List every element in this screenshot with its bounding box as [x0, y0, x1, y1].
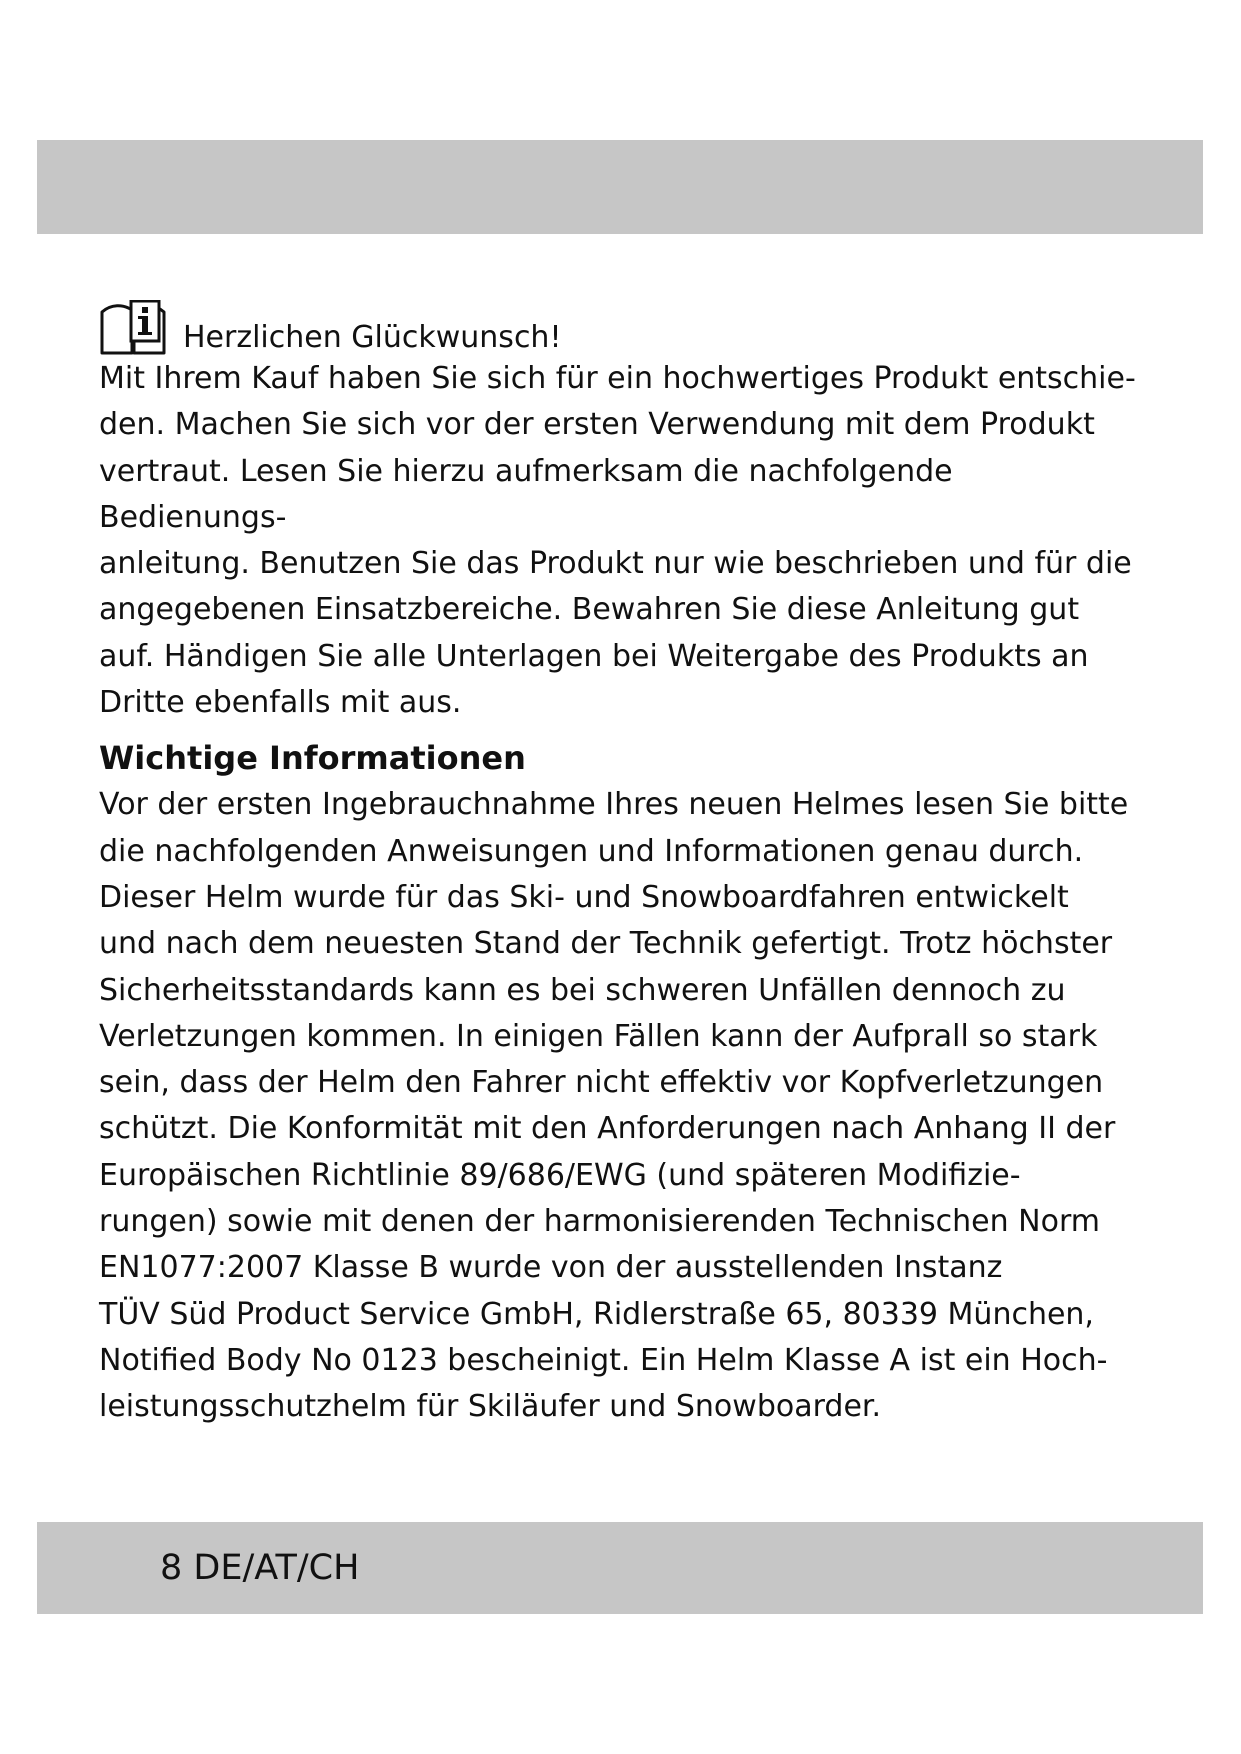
greeting-heading: Herzlichen Glückwunsch!	[183, 320, 562, 355]
manual-info-icon	[99, 300, 167, 356]
header-bar	[37, 140, 1203, 234]
footer-bar	[37, 1522, 1203, 1614]
page-content	[99, 300, 1139, 1431]
section-heading: Wichtige Informationen	[99, 739, 526, 778]
greeting-row	[99, 300, 1139, 356]
page-number: 8 DE/AT/CH	[160, 1548, 360, 1588]
intro-paragraph: Mit Ihrem Kauf haben Sie sich für ein hochwertiges Produkt entschie- den. Machen Sie sich vor der ersten Verwendung mit dem Produkt vertraut. Lesen Sie hierzu aufmerksam die nachfolgende Bedienungs- anleitung. Benutzen Sie das Produkt nur wie beschrieben und für die angegebenen Einsatzbereiche. Bewahren Sie diese Anleitung gut auf. Händigen Sie alle Unterlagen bei Weitergabe des Produkts an Dritte ebenfalls mit aus.	[99, 361, 1136, 721]
section-paragraph: Vor der ersten Ingebrauchnahme Ihres neuen Helmes lesen Sie bitte die nachfolgenden Anweisungen und Informationen genau durch. Dieser Helm wurde für das Ski- und Snowboardfahren entwickelt und nach dem neuesten Stand der Technik gefertigt. Trotz höchster Sicherheitsstandards kann es bei schweren Unfällen dennoch zu Verletzungen kommen. In einigen Fällen kann der Aufprall so stark sein, dass der Helm den Fahrer nicht effektiv vor Kopfverletzungen schützt. Die Konformität mit den Anforderungen nach Anhang II der Europäischen Richtlinie 89/686/EWG (und späteren Modifizie- rungen) sowie mit denen der harmonisierenden Technischen Norm EN1077:2007 Klasse B wurde von der ausstellenden Instanz TÜV Süd Product Service GmbH, Ridlerstraße 65, 80339 München, Notified Body No 0123 bescheinigt. Ein Helm Klasse A ist ein Hoch- leistungsschutzhelm für Skiläufer und Snowboarder.	[99, 787, 1129, 1425]
